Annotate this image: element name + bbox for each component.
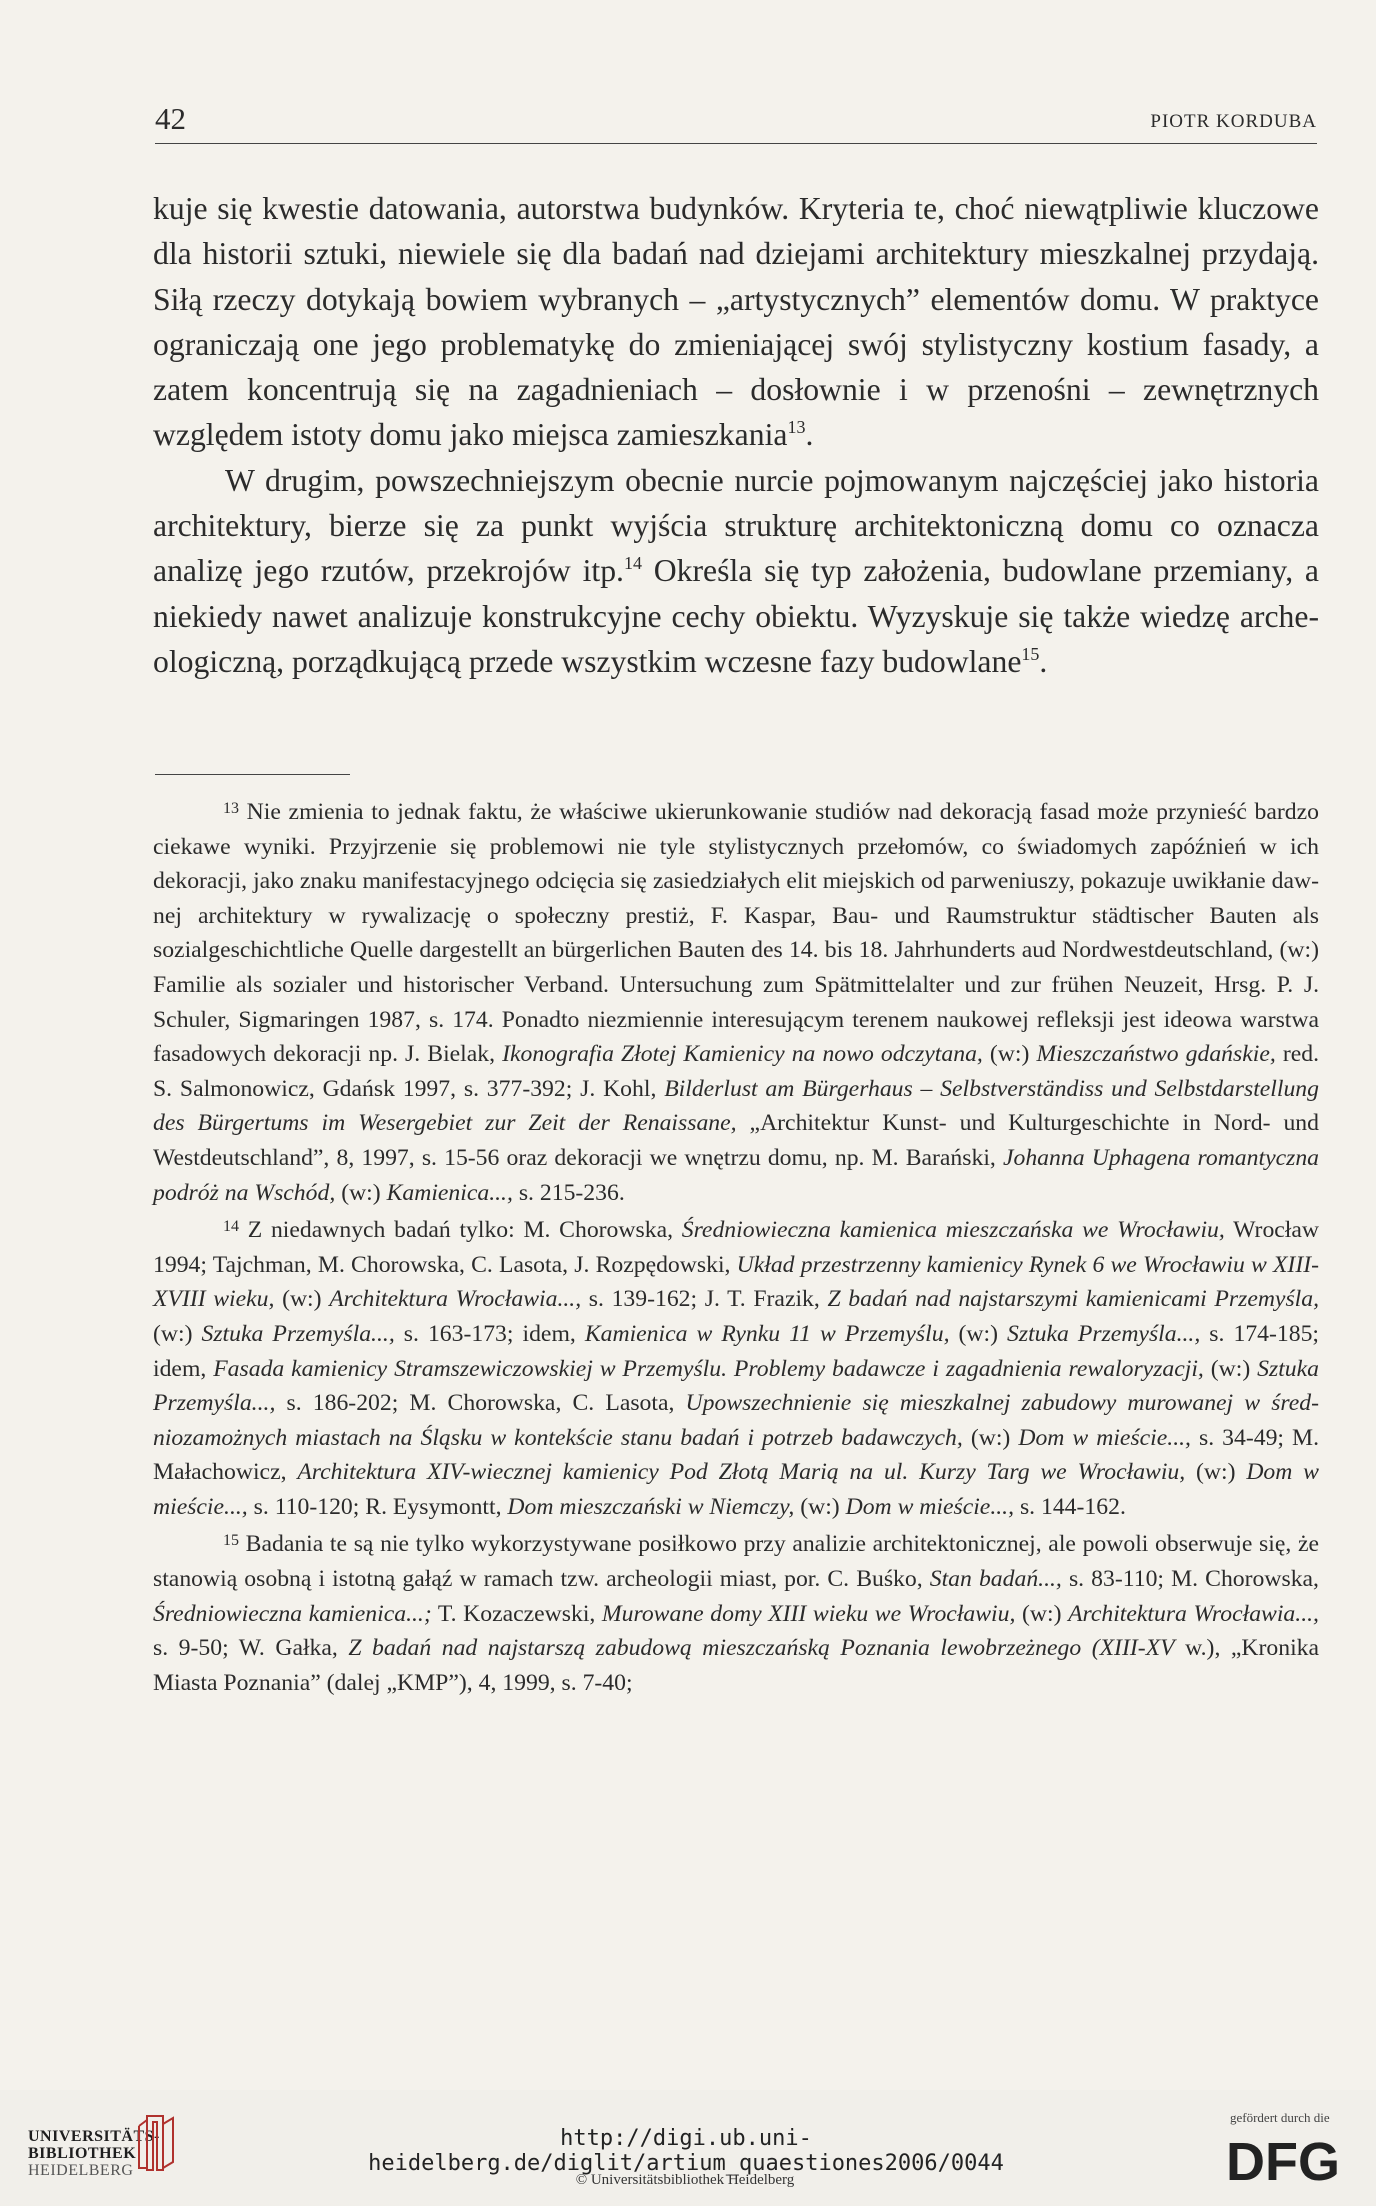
svg-text:DFG: DFG — [1226, 2132, 1340, 2188]
footnote-15: $^{15}$ Badania te są nie tylko wykorzystywane posiłkowo przy analizie architektonicznej, ale powoli obserwuje się, że stanowią osobną i istotną gałąź w ramach tzw. archeologii miast, por. C. Buśko, Stan badań..., s. 83-110; M. Chorowska, Średniowieczna kamienica...; T. Kozaczewski, Murowane domy XIII wieku we Wrocławiu, (w:) Architektura Wrocławia..., s. 9-50; W. Gałka, Z badań nad najstarszą zabudową mieszczańską Poznania lewobrzeżnego (XIII-XV w.), „Kronika Miasta Poznania” (dalej „KMP”), 4, 1999, s. 7-40; — [153, 1531, 1320, 1696]
copyright-notice: © Universitätsbibliothek Heidelberg — [575, 2172, 795, 2188]
footnote-14: $^{14}$ Z niedawnych badań tylko: M. Chorowska, Średniowieczna kamienica mieszczańska we Wrocławiu, Wrocław 1994; Tajchman, M. Chorowska, C. Lasota, J. Rozpędowski, Układ przestrzenny kamienicy Rynek 6 we Wrocławiu w XIII-XVIII wieku, (w:) Architektura Wrocławia..., s. 139-162; J. T. Frazik, Z badań nad najstarszymi kamienicami Przemyśla, (w:) Sztuka Przemyśla..., s. 163-173; idem, Kamienica w Rynku 11 w Przemyślu, (w:) Sztuka Przemyśla..., s. 174-185; idem, Fasada kamienicy Stramszewiczowskiej w Przemyślu. Problemy badawcze i zagadnienia rewaloryzacji, (w:) Sztuka Przemyśla..., s. 186-202; M. Chorowska, C. Lasota, Upowszechnienie się mieszkalnej zabudowy murowanej w średniozamożnych miastach na Śląsku w kontekście stanu badań i potrzeb badawczych, (w:) Dom w mieście..., s. 34-49; M. Małachowicz, Architektura XIV-wiecznej kamienicy Pod Złotą Marią na ul. Kurzy Targ we Wrocławiu, (w:) Dom w mieście..., s. 110-120; R. Eysymontt, Dom mieszczański w Niemczy, (w:) Dom w mieście..., s. 144-162. — [153, 1217, 1320, 1520]
footnote-separator — [155, 774, 350, 775]
footnote-ref-13: 13 — [787, 417, 806, 438]
running-head-author: PIOTR KORDUBA — [1150, 111, 1317, 132]
paragraph-2: W drugim, powszechniejszym obecnie nurcie pojmowanym najczęściej jako historia architektury, bierze się za punkt wyjścia strukturę architektoniczną domu co oznacza analizę jego rzutów, przekrojów itp.$^{14}$ Określa się typ założenia, budowlane przemiany, a niekiedy nawet analizuje konstrukcyjne cechy obiektu. Wyzyskuje się także wiedzę archeologiczną, porządkującą przede wszystkim wczesne fazy budowlane$^{15}$. — [153, 462, 1319, 679]
page-number: 42 — [155, 101, 186, 136]
footnotes — [153, 792, 1319, 1700]
page-header — [155, 103, 1317, 144]
library-name-line3: HEIDELBERG — [28, 2162, 134, 2179]
dfg-logo-icon[interactable] — [1222, 2128, 1352, 2188]
permalink-url[interactable]: http://digi.ub.uni-heidelberg.de/diglit/artium_quaestiones2006/0044 — [368, 2126, 1004, 2176]
main-text — [153, 186, 1319, 684]
footnote-13: $^{13}$ Nie zmienia to jednak faktu, że właściwe ukierunkowanie studiów nad dekoracją fasad może przynieść bardzo ciekawe wyniki. Przyjrzenie się problemowi nie tyle stylistycznych przełomów, co świadomych zapóźnień w ich dekoracji, jako znaku manifestacyjnego odcięcia się zasiedziałych elit miejskich od parweniuszy, pokazuje uwikłanie dawnej architektury w rywalizację o społeczny prestiż, F. Kaspar, Bau- und Raumstruktur städtischer Bauten als sozialgeschichtliche Quelle dargestellt an bürgerlichen Bauten des 14. bis 18. Jahrhunderts aud Nordwestdeutschland, (w:) Familie als sozialer und historischer Verband. Untersuchung zum Spätmittelalter und zur frühen Neuzeit, Hrsg. P. J. Schuler, Sigmaringen 1987, s. 174. Ponadto niezmiennie interesującym terenem naukowej refleksji jest ideowa warstwa fasadowych dekoracji np. J. Bielak, Ikonografia Złotej Kamienicy na nowo odczytana, (w:) Mieszczaństwo gdańskie, red. S. Salmonowicz, Gdańsk 1997, s. 377-392; J. Kohl, Bilderlust am Bürgerhaus – Selbstverständiss und Selbstdarstellung des Bürgertums im Wesergebiet zur Zeit der Renaissane, „Architektur Kunst- und Kulturgeschichte in Nord- und Westdeutschland”, 8, 1997, s. 15-56 oraz dekoracji we wnętrzu domu, np. M. Barański, Johanna Uphagena romantyczna podróż na Wschód, (w:) Kamienica..., s. 215-236. — [153, 799, 1320, 1206]
library-name-line1: UNIVERSITÄTS- — [28, 2128, 160, 2145]
paragraph-1: kuje się kwestie datowania, autorstwa budynków. Kryteria te, choć niewątpliwie kluczowe dla historii sztuki, niewiele się dla badań nad dziejami architektury mieszkalnej przydają. Siłą rzeczy dotykają bowiem wybranych – „artystycznych” elementów domu. W praktyce ograniczają one jego problematykę do zmieniającej swój stylistyczny kostium fasady, a zatem koncentrują się na zagadnieniach – dosłownie i w przenośni – zewnętrznych względem istoty domu jako miejsca zamieszkania$^{13}$. — [153, 191, 1319, 453]
funding-label: gefördert durch die — [1230, 2110, 1330, 2125]
library-emblem-icon — [133, 2112, 177, 2174]
library-name-line2: BIBLIOTHEK — [28, 2145, 137, 2162]
footnote-ref-14: 14 — [623, 553, 642, 574]
footnote-ref-15: 15 — [1021, 643, 1040, 664]
